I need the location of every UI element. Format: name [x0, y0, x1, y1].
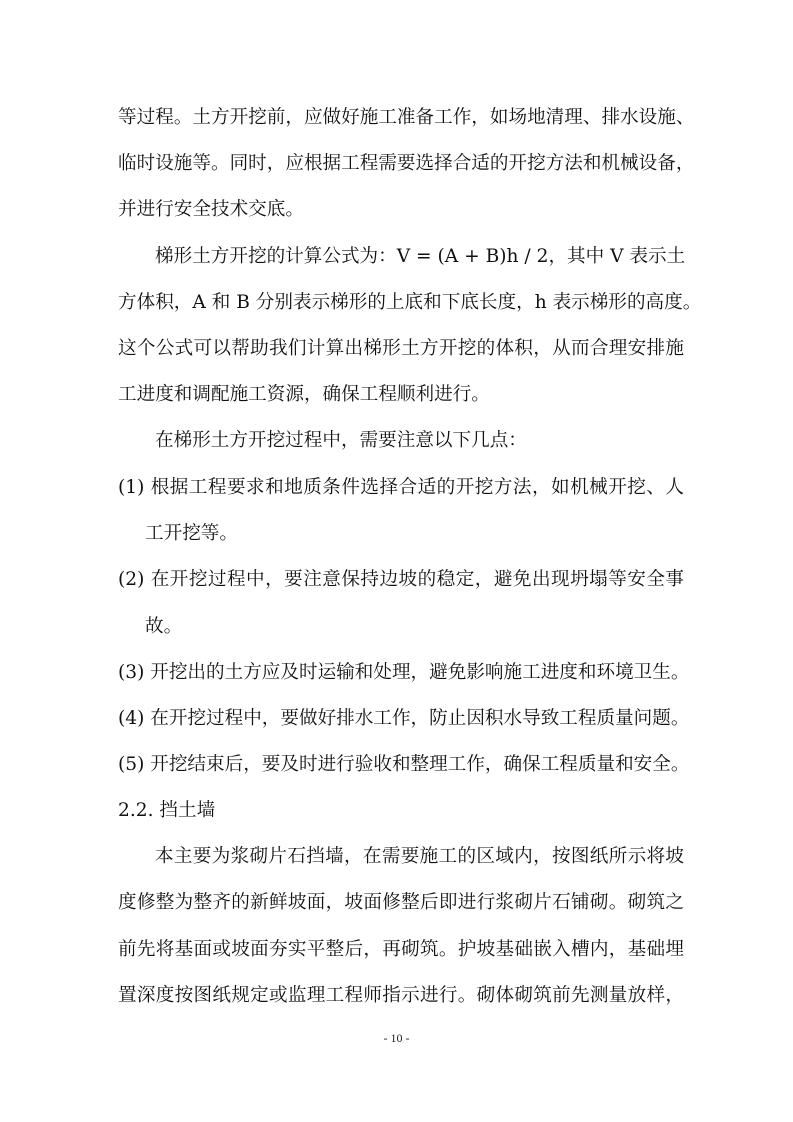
list-item-4: (4) 在开挖过程中，要做好排水工作，防止因积水导致工程质量问题。 — [118, 708, 690, 729]
paragraph-line: 前先将基面或坡面夯实平整后，再砌筑。护坡基础嵌入槽内，基础埋 — [118, 939, 684, 960]
paragraph-line: 度修整为整齐的新鲜坡面，坡面修整后即进行浆砌片石铺砌。砌筑之 — [118, 892, 684, 913]
paragraph-line: 置深度按图纸规定或监理工程师指示进行。砌体砌筑前先测量放样， — [118, 985, 684, 1006]
paragraph-line: 并进行安全技术交底。 — [118, 199, 304, 220]
paragraph-line: 在梯形土方开挖过程中，需要注意以下几点： — [155, 430, 527, 451]
paragraph-line: 工进度和调配施工资源，确保工程顺利进行。 — [118, 384, 490, 405]
paragraph-line: 方体积，A 和 B 分别表示梯形的上底和下底长度，h 表示梯形的高度。 — [118, 292, 702, 313]
paragraph-line: 等过程。土方开挖前，应做好施工准备工作，如场地清理、排水设施、 — [118, 107, 695, 128]
paragraph-line: 临时设施等。同时，应根据工程需要选择合适的开挖方法和机械设备， — [118, 153, 695, 174]
list-item-3: (3) 开挖出的土方应及时运输和处理，避免影响施工进度和环境卫生。 — [118, 662, 690, 683]
paragraph-line: 这个公式可以帮助我们计算出梯形土方开挖的体积，从而合理安排施 — [118, 338, 684, 359]
formula-paragraph-line: 梯形土方开挖的计算公式为：V = (A + B)h / 2，其中 V 表示土 — [155, 246, 686, 267]
list-item-2-continuation: 故。 — [145, 616, 183, 637]
list-item-2: (2) 在开挖过程中，要注意保持边坡的稳定，避免出现坍塌等安全事 — [118, 569, 684, 590]
list-item-1: (1) 根据工程要求和地质条件选择合适的开挖方法，如机械开挖、人 — [118, 477, 684, 498]
page-number: - 10 - — [383, 1031, 410, 1045]
paragraph-line: 本主要为浆砌片石挡墙，在需要施工的区域内，按图纸所示将坡 — [155, 846, 684, 867]
list-item-5: (5) 开挖结束后，要及时进行验收和整理工作，确保工程质量和安全。 — [118, 754, 690, 775]
section-heading: 2.2. 挡土墙 — [118, 800, 216, 821]
list-item-1-continuation: 工开挖等。 — [145, 523, 238, 544]
